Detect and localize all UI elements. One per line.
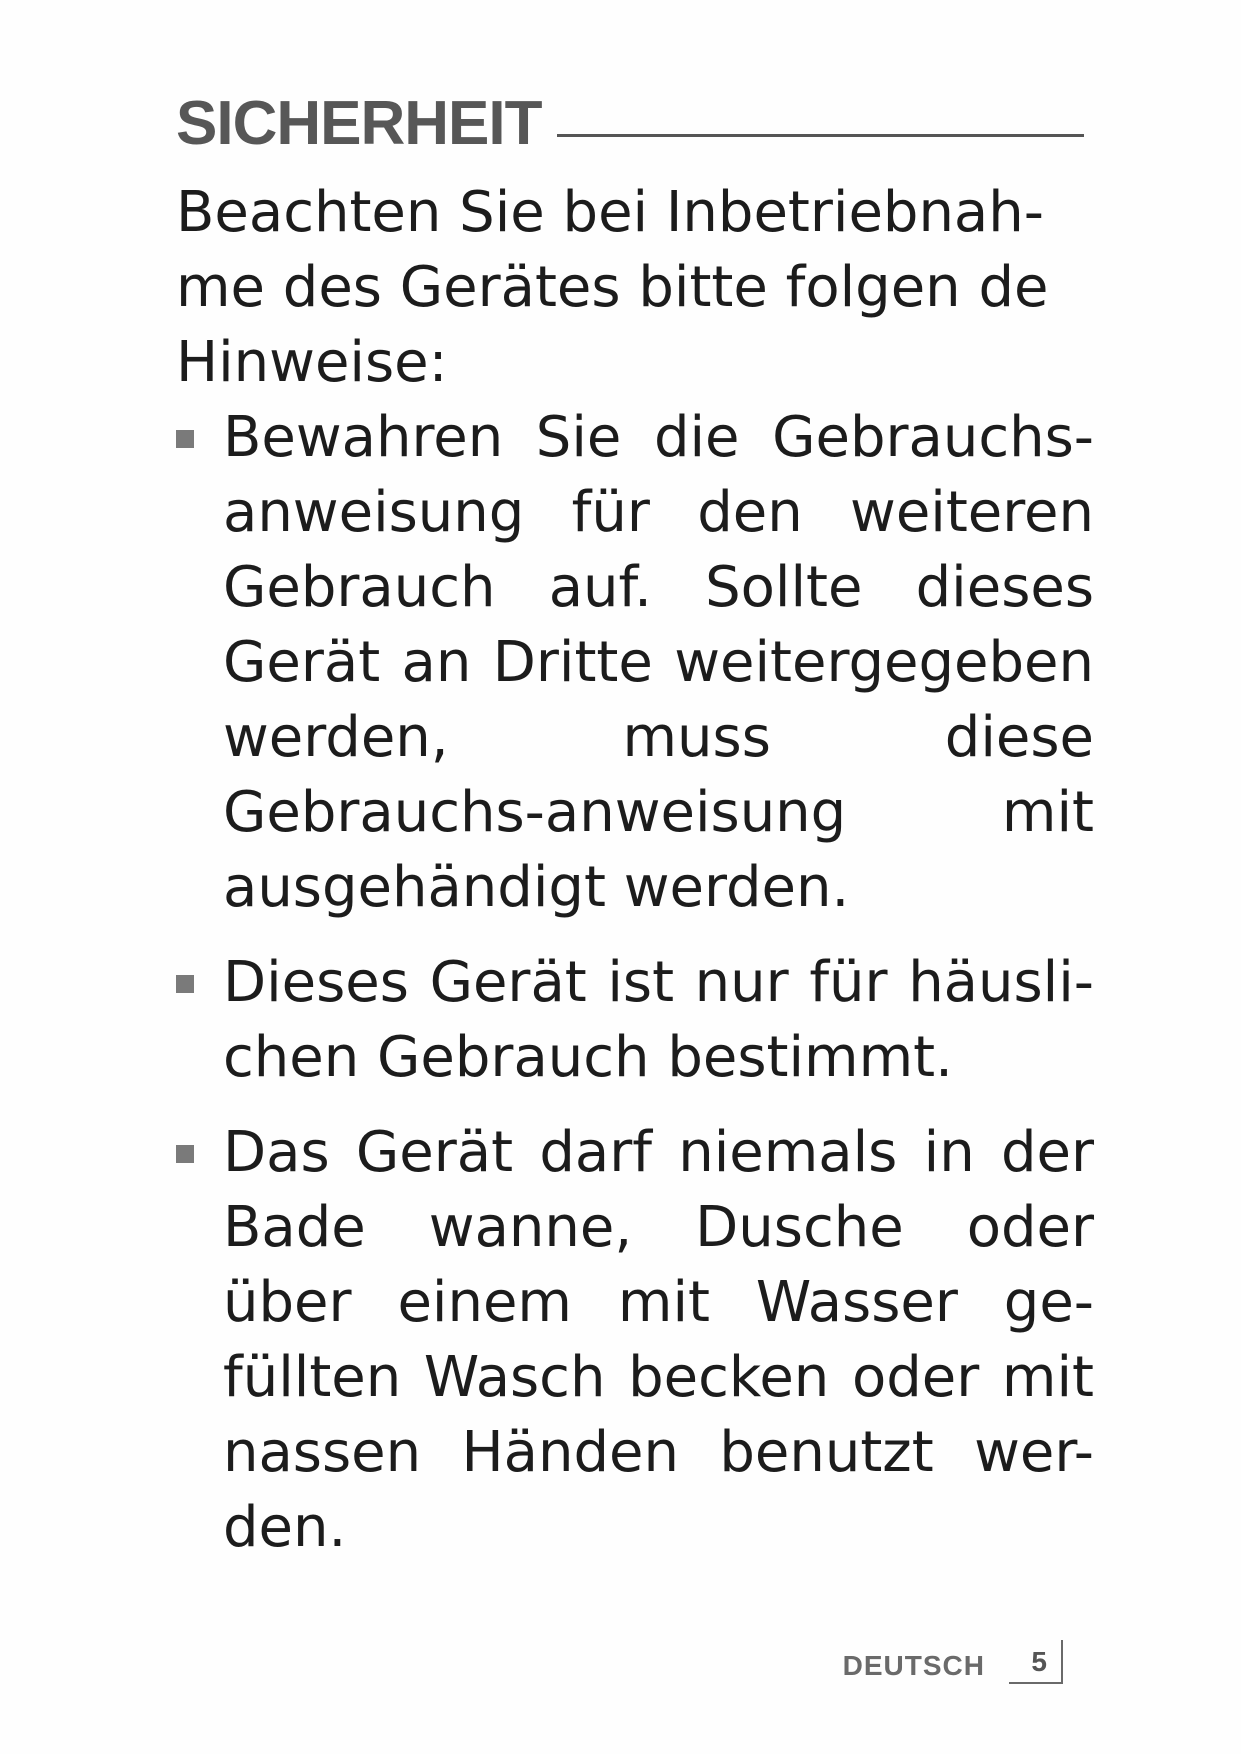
- section-header: [176, 88, 1084, 160]
- list-item: [176, 400, 1094, 925]
- square-bullet-icon: [176, 975, 194, 993]
- safety-list: [176, 400, 1094, 1565]
- section-title: SICHERHEIT: [176, 89, 542, 158]
- list-item-text: Dieses Gerät ist nur für häusli-chen Gebrauch bestimmt.: [223, 950, 1094, 1090]
- title-rule: [557, 134, 1084, 137]
- page-footer: [843, 1640, 1063, 1684]
- intro-paragraph: Beachten Sie bei Inbetriebnah-me des Gerätes bitte folgen de Hinweise:: [176, 180, 1049, 395]
- list-item-text: Bewahren Sie die Gebrauchs-anweisung für den weiteren Gebrauch auf. Sollte dieses Gerät an Dritte weitergegeben werden, muss diese Gebrauchs-anweisung mit ausgehändigt werden.: [223, 405, 1094, 920]
- square-bullet-icon: [176, 430, 194, 448]
- list-item: [176, 1115, 1094, 1565]
- page-number: 5: [1009, 1640, 1063, 1684]
- list-item-text: Das Gerät darf niemals in der Bade wanne, Dusche oder über einem mit Wasser ge-füllten Wasch becken oder mit nassen Händen benutzt wer-den.: [223, 1120, 1094, 1560]
- square-bullet-icon: [176, 1145, 194, 1163]
- list-item: [176, 945, 1094, 1095]
- footer-language: DEUTSCH: [842, 1650, 985, 1681]
- safety-content: [176, 175, 1094, 1585]
